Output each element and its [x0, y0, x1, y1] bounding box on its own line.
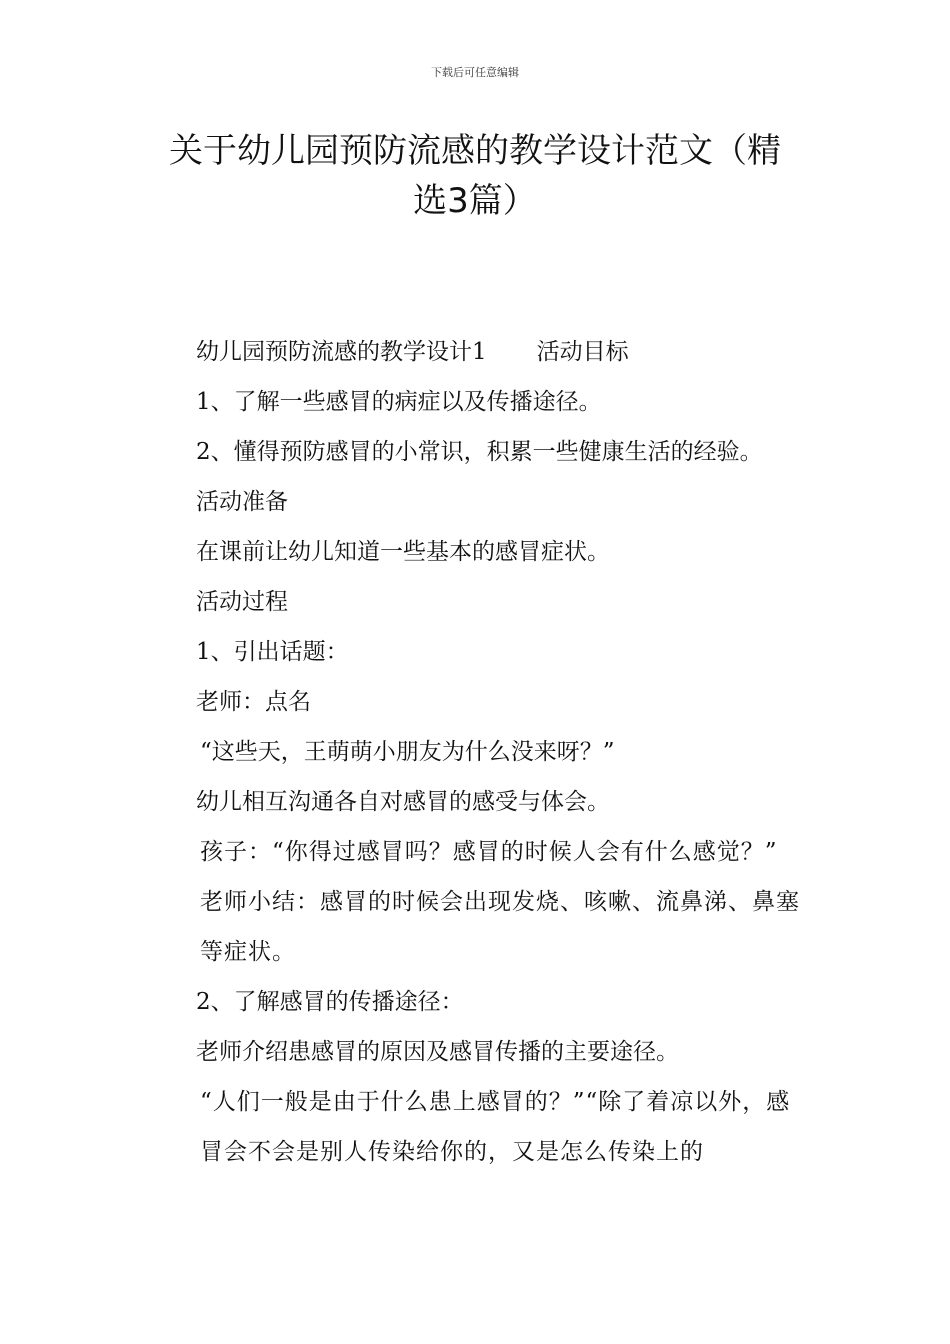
document-title-line-1: 关于幼儿园预防流感的教学设计范文（精 — [169, 131, 781, 171]
goal-heading: 活动目标 — [536, 339, 629, 365]
teacher-question: “这些天，王萌萌小朋友为什么没来呀？” — [200, 739, 615, 765]
step-2-heading: 2、了解感冒的传播途径： — [196, 989, 464, 1015]
teacher-question-2: “人们一般是由于什么患上感冒的？”“除了着凉以外，感冒会不会是别人传染给你的，又是怎么传染上的 — [200, 1089, 791, 1165]
goal-item-1: 1、了解一些感冒的病症以及传播途径。 — [196, 389, 602, 415]
section-heading-line — [146, 327, 808, 377]
teacher-intro: 老师介绍患感冒的原因及感冒传播的主要途径。 — [196, 1039, 679, 1065]
document-body — [146, 327, 808, 1177]
process-heading: 活动过程 — [196, 589, 288, 615]
page-header-note: 下载后可任意编辑 — [431, 66, 519, 79]
children-question: 孩子：“你得过感冒吗？感冒的时候人会有什么感觉？” — [200, 839, 778, 865]
document-title-line-2: 选3篇） — [413, 181, 537, 221]
teacher-summary: 老师小结：感冒的时候会出现发烧、咳嗽、流鼻涕、鼻塞等症状。 — [200, 889, 800, 965]
document-title — [140, 126, 810, 226]
prep-text: 在课前让幼儿知道一些基本的感冒症状。 — [196, 539, 610, 565]
goal-item-2: 2、懂得预防感冒的小常识，积累一些健康生活的经验。 — [196, 439, 763, 465]
teacher-rollcall: 老师：点名 — [196, 689, 311, 715]
prep-heading: 活动准备 — [196, 489, 288, 515]
step-1-heading: 1、引出话题： — [196, 639, 349, 665]
section-heading: 幼儿园预防流感的教学设计1 — [196, 339, 487, 365]
children-exchange: 幼儿相互沟通各自对感冒的感受与体会。 — [196, 789, 610, 815]
